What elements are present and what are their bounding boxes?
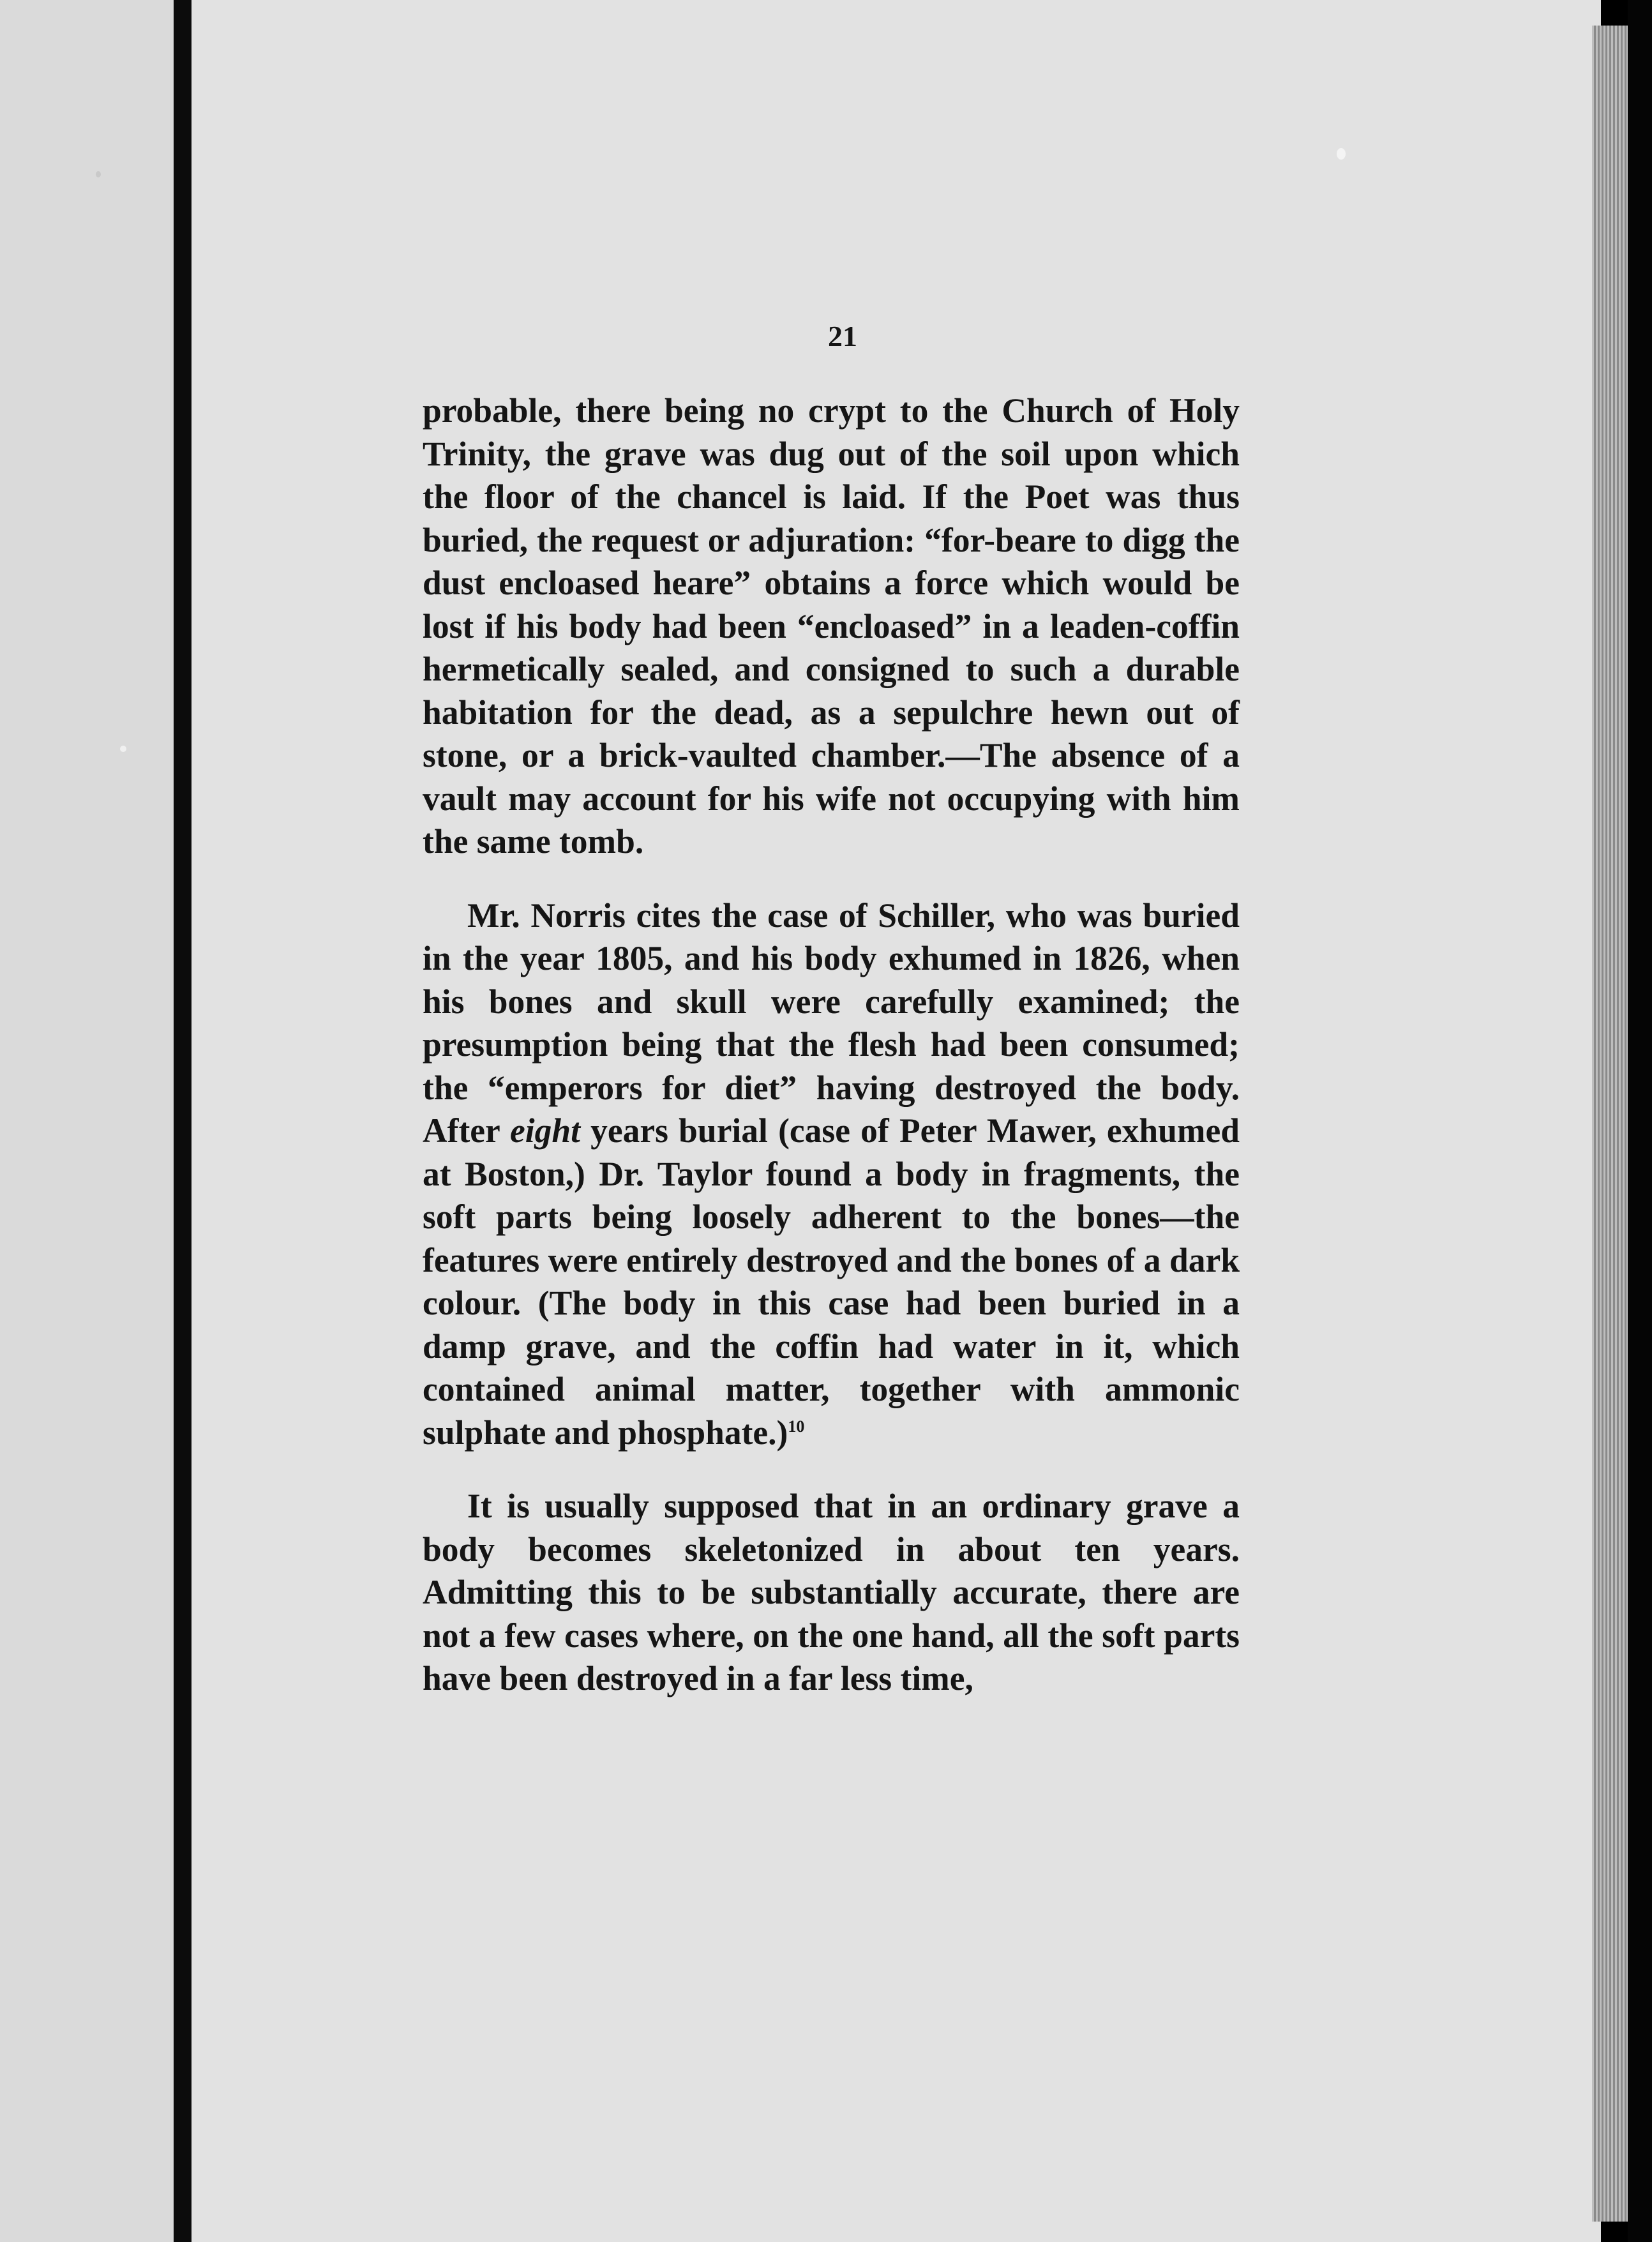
dust-speck <box>120 746 126 752</box>
scan-border <box>1628 0 1652 2242</box>
dust-speck <box>96 171 101 177</box>
paragraph: It is usually supposed that in an ordinary grave a body becomes skeletonized in about ten years. Admitting this to be substantially accurate, there are not a few cases where, on the one hand, all the soft parts have been destroyed in a far less time, <box>423 1487 1240 1697</box>
page-edges-stack <box>1592 26 1628 2222</box>
previous-page-edge <box>0 0 174 2242</box>
italic-emphasis: eight <box>510 1111 580 1150</box>
book-gutter <box>174 0 191 2242</box>
body-text <box>423 389 1240 1701</box>
footnote-reference: 10 <box>788 1417 805 1436</box>
page-number: 21 <box>828 320 857 352</box>
paragraph: probable, there being no crypt to the Church of Holy Trinity, the grave was dug out of the soil upon which the floor of the chancel is laid. If the Poet was thus buried, the request or adjuration: “for-beare to digg the dust encloased heare” obtains a force which would be lost if his body had been “encloased” in a leaden-coffin hermetically sealed, and consigned to such a durable habitation for the dead, as a sepulchre hewn out of stone, or a brick-vaulted chamber.—The absence of a vault may account for his wife not occupying with him the same tomb. <box>423 391 1240 861</box>
dust-speck <box>1337 148 1346 160</box>
paragraph: Mr. Norris cites the case of Schiller, who was buried in the year 1805, and his body exhumed in 1826, when his bones and skull were carefully examined; the presumption being that the flesh had been consumed; the “emperors for diet” having destroyed the body. After eight years burial (case of Peter Mawer, exhumed at Boston,) Dr. Taylor found a body in fragments, the soft parts being loosely adherent to the bones—the features were entirely destroyed and the bones of a dark colour. (The body in this case had been buried in a damp grave, and the coffin had water in it, which contained animal matter, together with ammonic sulphate and phosphate.)$^{10}$ <box>423 896 1240 1452</box>
